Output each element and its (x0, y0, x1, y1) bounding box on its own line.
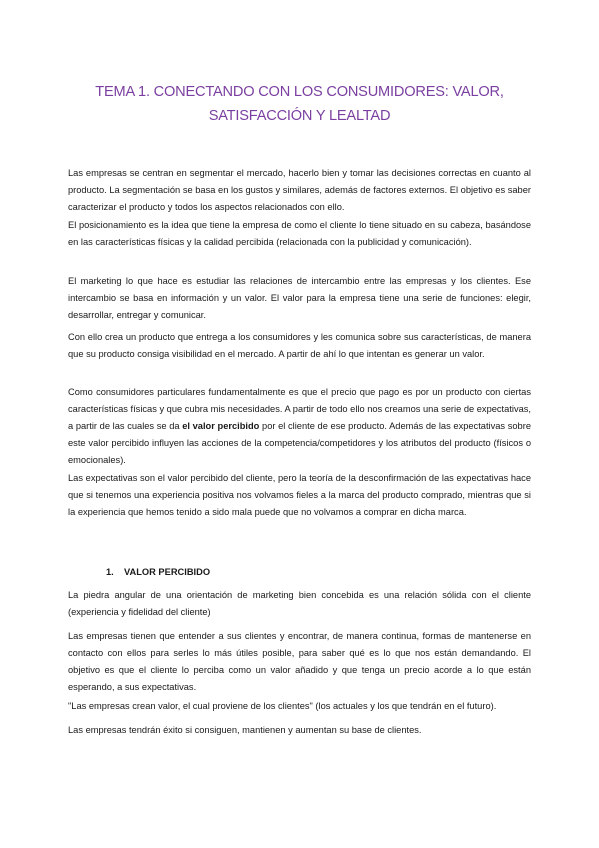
paragraph-product: Con ello crea un producto que entrega a los consumidores y les comunica sobre sus características, de manera que su producto consiga visibilidad en el mercado. A partir de ahí lo que intentan es generar un valor. (68, 332, 531, 359)
valor-percibido-bold: el valor percibido (182, 421, 260, 431)
section-number: 1. (106, 567, 114, 577)
paragraph-segmentation: Las empresas se centran en segmentar el mercado, hacerlo bien y tomar las decisiones correctas en cuanto al producto. La segmentación se basa en los gustos y similares, además de factores externos. El objetivo es saber caracterizar el producto y todos los aspectos relacionados con ello. (68, 168, 531, 212)
paragraph-cornerstone: La piedra angular de una orientación de marketing bien concebida es una relación sólida con el cliente (experiencia y fidelidad del cliente) (68, 590, 531, 617)
paragraph-marketing: El marketing lo que hace es estudiar las relaciones de intercambio entre las empresas y los clientes. Ese intercambio se basa en información y un valor. El valor para la empresa tiene una serie de funciones: elegir, desarrollar, entregar y comunicar. (68, 276, 531, 320)
paragraph-positioning: El posicionamiento es la idea que tiene la empresa de como el cliente lo tiene situado en su cabeza, basándose en las características físicas y la calidad percibida (relacionada con la publicidad y comunicación). (68, 220, 531, 247)
paragraph-expectations (68, 384, 531, 469)
document-title-line2: SATISFACCIÓN Y LEALTAD (208, 108, 391, 124)
paragraph-expectations-text-1: Como consumidores particulares fundamentalmente es que el precio que pago es por un producto con ciertas características físicas y que cubra mis necesidades. A partir de todo ello nos creamos una serie de expectativas, a partir de las cuales se da (68, 387, 532, 431)
document-title-line1: TEMA 1. CONECTANDO CON LOS CONSUMIDORES: VALOR, (95, 84, 504, 100)
paragraph-disconfirmation: Las expectativas son el valor percibido del cliente, pero la teoría de la desconfirmación de las expectativas hace que si tenemos una experiencia positiva nos volvamos fieles a la marca del producto comprado, mientras que si la experiencia que hemos tenido a sido mala puede que no volvamos a comprar en dicha marca. (68, 473, 531, 517)
section-heading-valor-percibido (106, 565, 210, 579)
paragraph-understand-clients: Las empresas tienen que entender a sus clientes y encontrar, de manera continua, formas de mantenerse en contacto con ellos para serles lo más útiles posible, para saber qué es lo que nos están demandando. El objetivo es que el cliente lo perciba como un valor añadido y que tenga un precio acorde a lo que están esperando, a sus expectativas. (68, 631, 531, 692)
paragraph-expectations-text-2: por el cliente de ese producto. Además de las expectativas sobre este valor percibido influyen las acciones de la competencia/competidores y los atributos del producto (físicos o emocionales). (68, 421, 531, 465)
paragraph-success: Las empresas tendrán éxito si consiguen, mantienen y aumentan su base de clientes. (68, 725, 422, 735)
paragraph-quote: "Las empresas crean valor, el cual proviene de los clientes" (los actuales y los que tendrán en el futuro). (68, 701, 497, 711)
section-heading-text: VALOR PERCIBIDO (124, 567, 211, 577)
